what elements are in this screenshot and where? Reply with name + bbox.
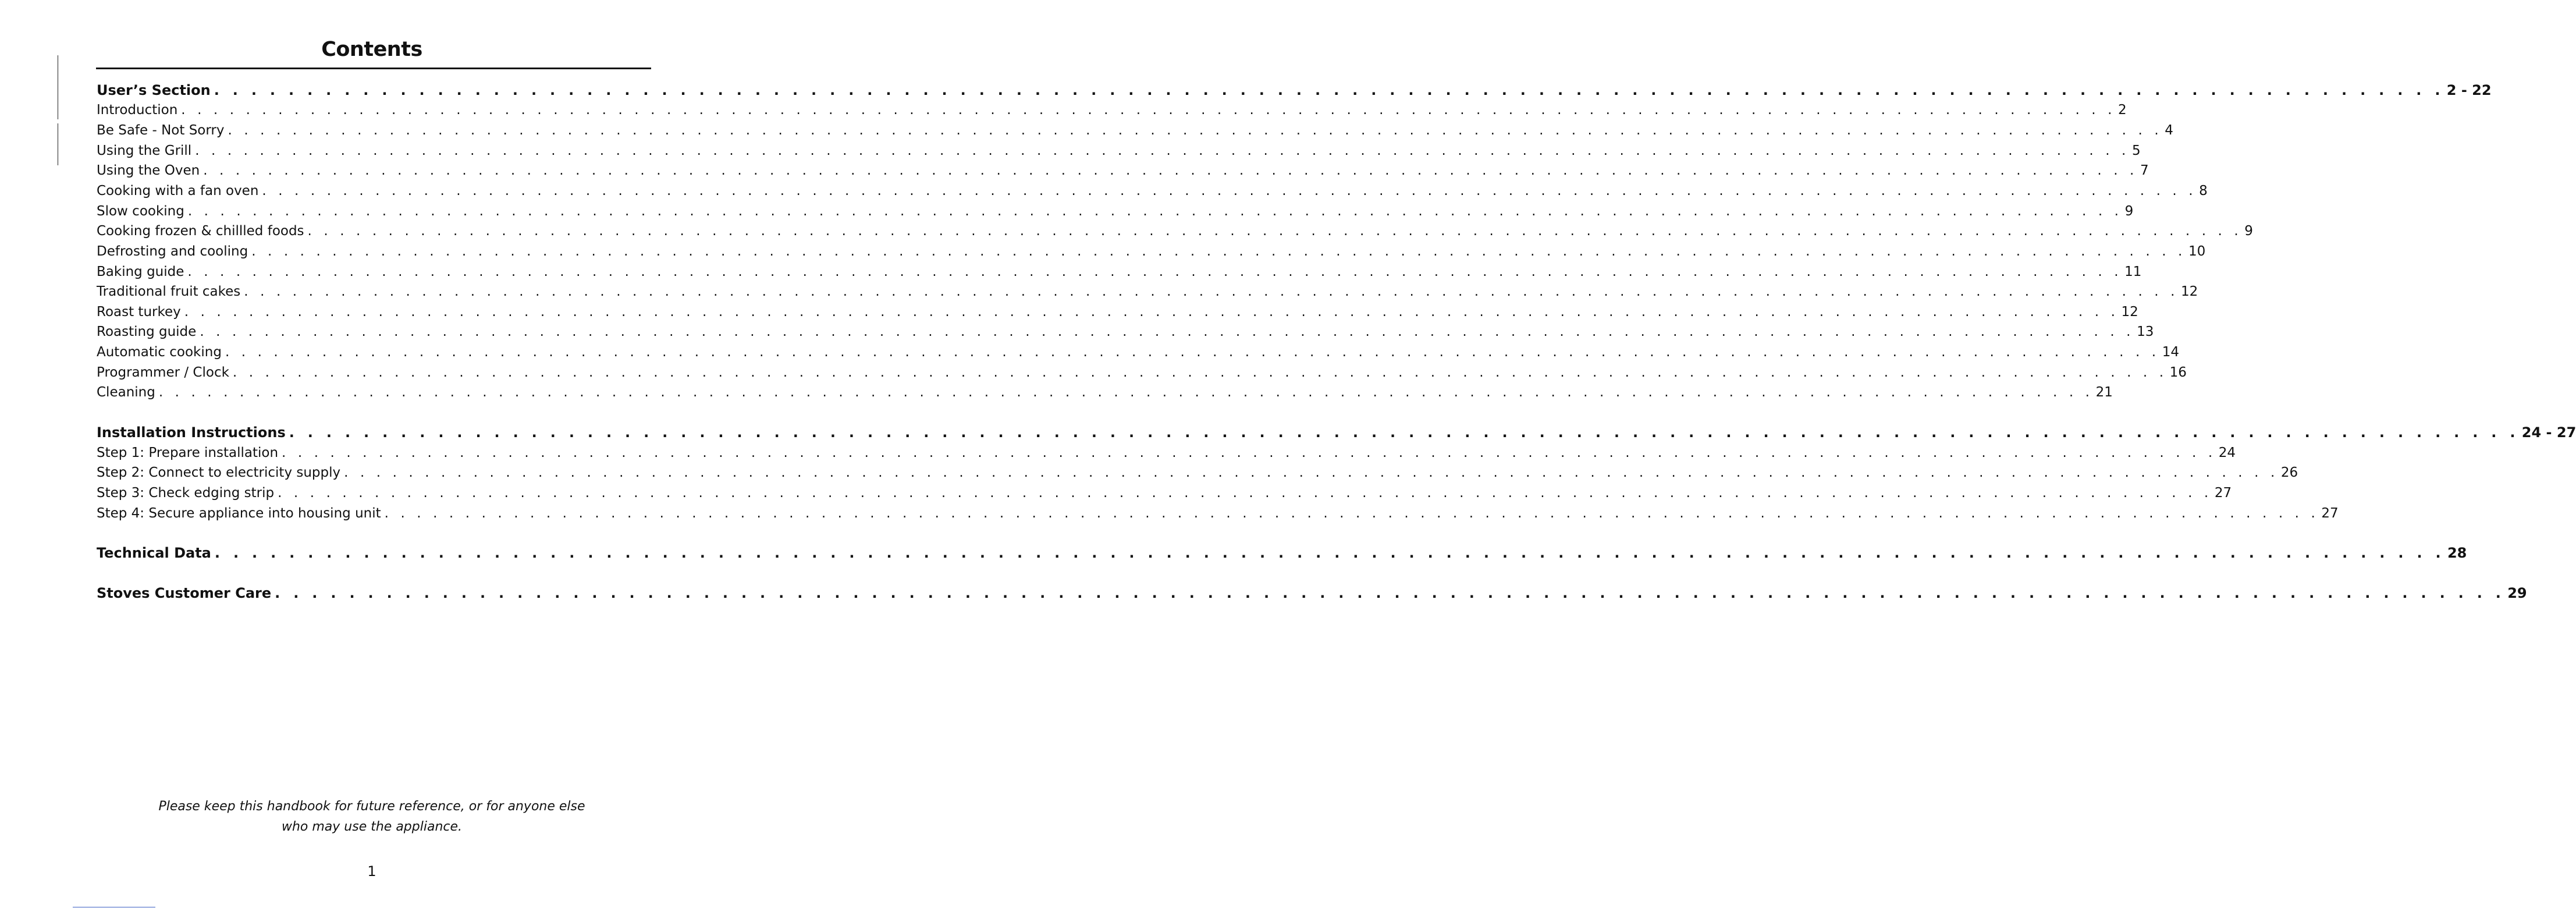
toc-page-number: 2 - 22 bbox=[2446, 82, 2492, 98]
toc-label: Baking guide bbox=[97, 264, 184, 279]
dot-leader: . . . . . . . . . . . . . . . . . . . . . . . . . . . . . . . . . . . . . . . . . . . . . . . . . . . . . . . . . . . . . . . . . . . . . . . . . . . . . . . . . . . . . . . . . . . . . . . . . . . . . . . . . . . . . . . . . . . . . . . . bbox=[244, 284, 2179, 299]
toc-entry bbox=[97, 443, 2236, 463]
toc-entry bbox=[97, 322, 2154, 342]
toc-page-number: 24 - 27 bbox=[2521, 424, 2576, 441]
toc-entry bbox=[97, 120, 2173, 140]
toc-page-number: 9 bbox=[2244, 224, 2253, 239]
page-number: 1 bbox=[367, 863, 376, 880]
dot-leader: . . . . . . . . . . . . . . . . . . . . . . . . . . . . . . . . . . . . . . . . . . . . . . . . . . . . . . . . . . . . . . . . . . . . . . . . . . . . . . . . . . . . . . . . . . . . . . . . . . . . . . . . . . . . . . . . . . . . . . . . bbox=[344, 465, 2279, 480]
toc-label: Cooking frozen & chillled foods bbox=[97, 224, 304, 239]
toc-page-number: 10 bbox=[2188, 244, 2206, 259]
footer-note-line-2: who may use the appliance. bbox=[281, 820, 463, 834]
toc-page-number: 14 bbox=[2162, 345, 2179, 360]
toc-page-number: 16 bbox=[2169, 365, 2187, 380]
toc-page-number: 11 bbox=[2124, 264, 2142, 279]
toc-label: Roast turkey bbox=[97, 304, 181, 320]
toc-entry bbox=[97, 221, 2253, 241]
dot-leader: . . . . . . . . . . . . . . . . . . . . . . . . . . . . . . . . . . . . . . . . . . . . . . . . . . . . . . . . . . . . . . . . . . . . . . . . . . . . . . . . . . . . . . . . . . . . . . . . . . . . . . . . . . . . . . . . . . . . . . . . bbox=[278, 485, 2212, 501]
dot-leader: . . . . . . . . . . . . . . . . . . . . . . . . . . . . . . . . . . . . . . . . . . . . . . . . . . . . . . . . . . . . . . . . . . . . . . . . . . . . . . . . . . . . . . . . . . . . . . . . . . . . . . . . . . . . . . . . . . . . . . . . bbox=[251, 244, 2186, 259]
dot-leader: . . . . . . . . . . . . . . . . . . . . . . . . . . . . . . . . . . . . . . . . . . . . . . . . . . . . . . . . . . . . . . . . . . . . . . . . . . . . . . . . . . . . . . . . . . . . . . . . . . . . . . . . . . . . . . . . . . . . . . . . bbox=[232, 365, 2168, 380]
toc-label: Slow cooking bbox=[97, 204, 184, 219]
toc-label: Be Safe - Not Sorry bbox=[97, 123, 225, 138]
dot-leader: . . . . . . . . . . . . . . . . . . . . . . . . . . . . . . . . . . . . . . . . . . . . . . . . . . . . . . . . . . . . . . . . . . . . . . . . . . . . . . . . . . . . . . . . . . . . . . . . . . . . . . . . . . . . . . . . . . . . . . . . bbox=[214, 545, 2445, 561]
toc-page-number: 5 bbox=[2131, 143, 2141, 158]
toc-label: Step 2: Connect to electricity supply bbox=[97, 465, 341, 480]
dot-leader: . . . . . . . . . . . . . . . . . . . . . . . . . . . . . . . . . . . . . . . . . . . . . . . . . . . . . . . . . . . . . . . . . . . . . . . . . . . . . . . . . . . . . . . . . . . . . . . . . . . . . . . . . . . . . . . . . . . . . . . . bbox=[195, 143, 2130, 158]
toc-entry bbox=[97, 483, 2232, 503]
toc-label: Step 3: Check edging strip bbox=[97, 485, 275, 501]
dot-leader: . . . . . . . . . . . . . . . . . . . . . . . . . . . . . . . . . . . . . . . . . . . . . . . . . . . . . . . . . . . . . . . . . . . . . . . . . . . . . . . . . . . . . . . . . . . . . . . . . . . . . . . . . . . . . . . . . . . . . . . . bbox=[214, 82, 2444, 98]
toc-label: Using the Grill bbox=[97, 143, 192, 158]
toc-page-number: 28 bbox=[2447, 545, 2467, 561]
page-title: Contents bbox=[321, 38, 422, 61]
toc-entry bbox=[97, 302, 2138, 322]
toc-entry bbox=[97, 282, 2198, 302]
toc-entry bbox=[97, 382, 2113, 402]
dot-leader: . . . . . . . . . . . . . . . . . . . . . . . . . . . . . . . . . . . . . . . . . . . . . . . . . . . . . . . . . . . . . . . . . . . . . . . . . . . . . . . . . . . . . . . . . . . . . . . . . . . . . . . . . . . . . . . . . . . . . . . . bbox=[282, 445, 2216, 460]
toc-page-number: 24 bbox=[2218, 445, 2236, 460]
toc-page-number: 21 bbox=[2095, 385, 2113, 400]
toc-label: Step 1: Prepare installation bbox=[97, 445, 279, 460]
toc-entry bbox=[97, 161, 2149, 180]
toc-label: User’s Section bbox=[97, 82, 211, 98]
footer-note-line-1: Please keep this handbook for future reference, or for anyone else bbox=[158, 799, 585, 814]
dot-leader: . . . . . . . . . . . . . . . . . . . . . . . . . . . . . . . . . . . . . . . . . . . . . . . . . . . . . . . . . . . . . . . . . . . . . . . . . . . . . . . . . . . . . . . . . . . . . . . . . . . . . . . . . . . . . . . . . . . . . . . . bbox=[200, 324, 2135, 339]
dot-leader: . . . . . . . . . . . . . . . . . . . . . . . . . . . . . . . . . . . . . . . . . . . . . . . . . . . . . . . . . . . . . . . . . . . . . . . . . . . . . . . . . . . . . . . . . . . . . . . . . . . . . . . . . . . . . . . . . . . . . . . . bbox=[262, 183, 2197, 198]
toc-page-number: 4 bbox=[2165, 123, 2173, 138]
toc-label: Defrosting and cooling bbox=[97, 244, 248, 259]
toc-entry bbox=[97, 503, 2339, 523]
toc-label: Technical Data bbox=[97, 545, 211, 561]
dot-leader: . . . . . . . . . . . . . . . . . . . . . . . . . . . . . . . . . . . . . . . . . . . . . . . . . . . . . . . . . . . . . . . . . . . . . . . . . . . . . . . . . . . . . . . . . . . . . . . . . . . . . . . . . . . . . . . . . . . . . . . . bbox=[203, 163, 2138, 178]
toc-page-number: 7 bbox=[2140, 163, 2149, 178]
toc-section-heading bbox=[97, 583, 2527, 603]
toc-page-number: 26 bbox=[2280, 465, 2298, 480]
toc-entry bbox=[97, 262, 2142, 282]
toc-page-number: 29 bbox=[2507, 585, 2527, 601]
dot-leader: . . . . . . . . . . . . . . . . . . . . . . . . . . . . . . . . . . . . . . . . . . . . . . . . . . . . . . . . . . . . . . . . . . . . . . . . . . . . . . . . . . . . . . . . . . . . . . . . . . . . . . . . . . . . . . . . . . . . . . . . bbox=[384, 506, 2319, 521]
toc-label: Step 4: Secure appliance into housing unit bbox=[97, 506, 381, 521]
dot-leader: . . . . . . . . . . . . . . . . . . . . . . . . . . . . . . . . . . . . . . . . . . . . . . . . . . . . . . . . . . . . . . . . . . . . . . . . . . . . . . . . . . . . . . . . . . . . . . . . . . . . . . . . . . . . . . . . . . . . . . . . bbox=[181, 102, 2116, 118]
toc-page-number: 12 bbox=[2181, 284, 2198, 299]
toc-entry bbox=[97, 242, 2206, 261]
dot-leader: . . . . . . . . . . . . . . . . . . . . . . . . . . . . . . . . . . . . . . . . . . . . . . . . . . . . . . . . . . . . . . . . . . . . . . . . . . . . . . . . . . . . . . . . . . . . . . . . . . . . . . . . . . . . . . . . . . . . . . . . bbox=[225, 345, 2160, 360]
toc-label: Cleaning bbox=[97, 385, 155, 400]
dot-leader: . . . . . . . . . . . . . . . . . . . . . . . . . . . . . . . . . . . . . . . . . . . . . . . . . . . . . . . . . . . . . . . . . . . . . . . . . . . . . . . . . . . . . . . . . . . . . . . . . . . . . . . . . . . . . . . . . . . . . . . . bbox=[187, 264, 2123, 279]
toc-label: Automatic cooking bbox=[97, 345, 222, 360]
toc-entry bbox=[97, 201, 2134, 221]
toc-entry bbox=[97, 181, 2208, 201]
toc-entry bbox=[97, 342, 2179, 362]
toc-page-number: 9 bbox=[2124, 204, 2134, 219]
toc-label: Cooking with a fan oven bbox=[97, 183, 259, 198]
toc-page-number: 13 bbox=[2137, 324, 2154, 339]
toc-section-heading bbox=[97, 543, 2467, 563]
toc-page-number: 27 bbox=[2321, 506, 2339, 521]
toc-label: Programmer / Clock bbox=[97, 365, 229, 380]
toc-entry bbox=[97, 141, 2141, 161]
toc-label: Installation Instructions bbox=[97, 424, 286, 441]
toc-label: Using the Oven bbox=[97, 163, 200, 178]
dot-leader: . . . . . . . . . . . . . . . . . . . . . . . . . . . . . . . . . . . . . . . . . . . . . . . . . . . . . . . . . . . . . . . . . . . . . . . . . . . . . . . . . . . . . . . . . . . . . . . . . . . . . . . . . . . . . . . . . . . . . . . . bbox=[184, 304, 2119, 320]
dot-leader: . . . . . . . . . . . . . . . . . . . . . . . . . . . . . . . . . . . . . . . . . . . . . . . . . . . . . . . . . . . . . . . . . . . . . . . . . . . . . . . . . . . . . . . . . . . . . . . . . . . . . . . . . . . . . . . . . . . . . . . . bbox=[228, 123, 2163, 138]
toc-page-number: 2 bbox=[2118, 102, 2127, 118]
toc-section-heading bbox=[97, 423, 2576, 442]
table-of-contents bbox=[97, 0, 2576, 640]
toc-entry bbox=[97, 463, 2298, 483]
toc-entry bbox=[97, 100, 2127, 120]
dot-leader: . . . . . . . . . . . . . . . . . . . . . . . . . . . . . . . . . . . . . . . . . . . . . . . . . . . . . . . . . . . . . . . . . . . . . . . . . . . . . . . . . . . . . . . . . . . . . . . . . . . . . . . . . . . . . . . . . . . . . . . . bbox=[158, 385, 2094, 400]
toc-page-number: 8 bbox=[2199, 183, 2208, 198]
dot-leader: . . . . . . . . . . . . . . . . . . . . . . . . . . . . . . . . . . . . . . . . . . . . . . . . . . . . . . . . . . . . . . . . . . . . . . . . . . . . . . . . . . . . . . . . . . . . . . . . . . . . . . . . . . . . . . . . . . . . . . . . bbox=[275, 585, 2506, 601]
toc-page-number: 27 bbox=[2214, 485, 2232, 501]
toc-label: Traditional fruit cakes bbox=[97, 284, 241, 299]
toc-section-heading bbox=[97, 80, 2492, 100]
dot-leader: . . . . . . . . . . . . . . . . . . . . . . . . . . . . . . . . . . . . . . . . . . . . . . . . . . . . . . . . . . . . . . . . . . . . . . . . . . . . . . . . . . . . . . . . . . . . . . . . . . . . . . . . . . . . . . . . . . . . . . . . bbox=[307, 224, 2243, 239]
toc-label: Roasting guide bbox=[97, 324, 197, 339]
footer-note bbox=[0, 796, 744, 837]
toc-label: Introduction bbox=[97, 102, 178, 118]
dot-leader: . . . . . . . . . . . . . . . . . . . . . . . . . . . . . . . . . . . . . . . . . . . . . . . . . . . . . . . . . . . . . . . . . . . . . . . . . . . . . . . . . . . . . . . . . . . . . . . . . . . . . . . . . . . . . . . . . . . . . . . . bbox=[289, 424, 2520, 441]
toc-page-number: 12 bbox=[2121, 304, 2138, 320]
dot-leader: . . . . . . . . . . . . . . . . . . . . . . . . . . . . . . . . . . . . . . . . . . . . . . . . . . . . . . . . . . . . . . . . . . . . . . . . . . . . . . . . . . . . . . . . . . . . . . . . . . . . . . . . . . . . . . . . . . . . . . . . bbox=[187, 204, 2123, 219]
toc-entry bbox=[97, 363, 2187, 382]
toc-label: Stoves Customer Care bbox=[97, 585, 272, 601]
